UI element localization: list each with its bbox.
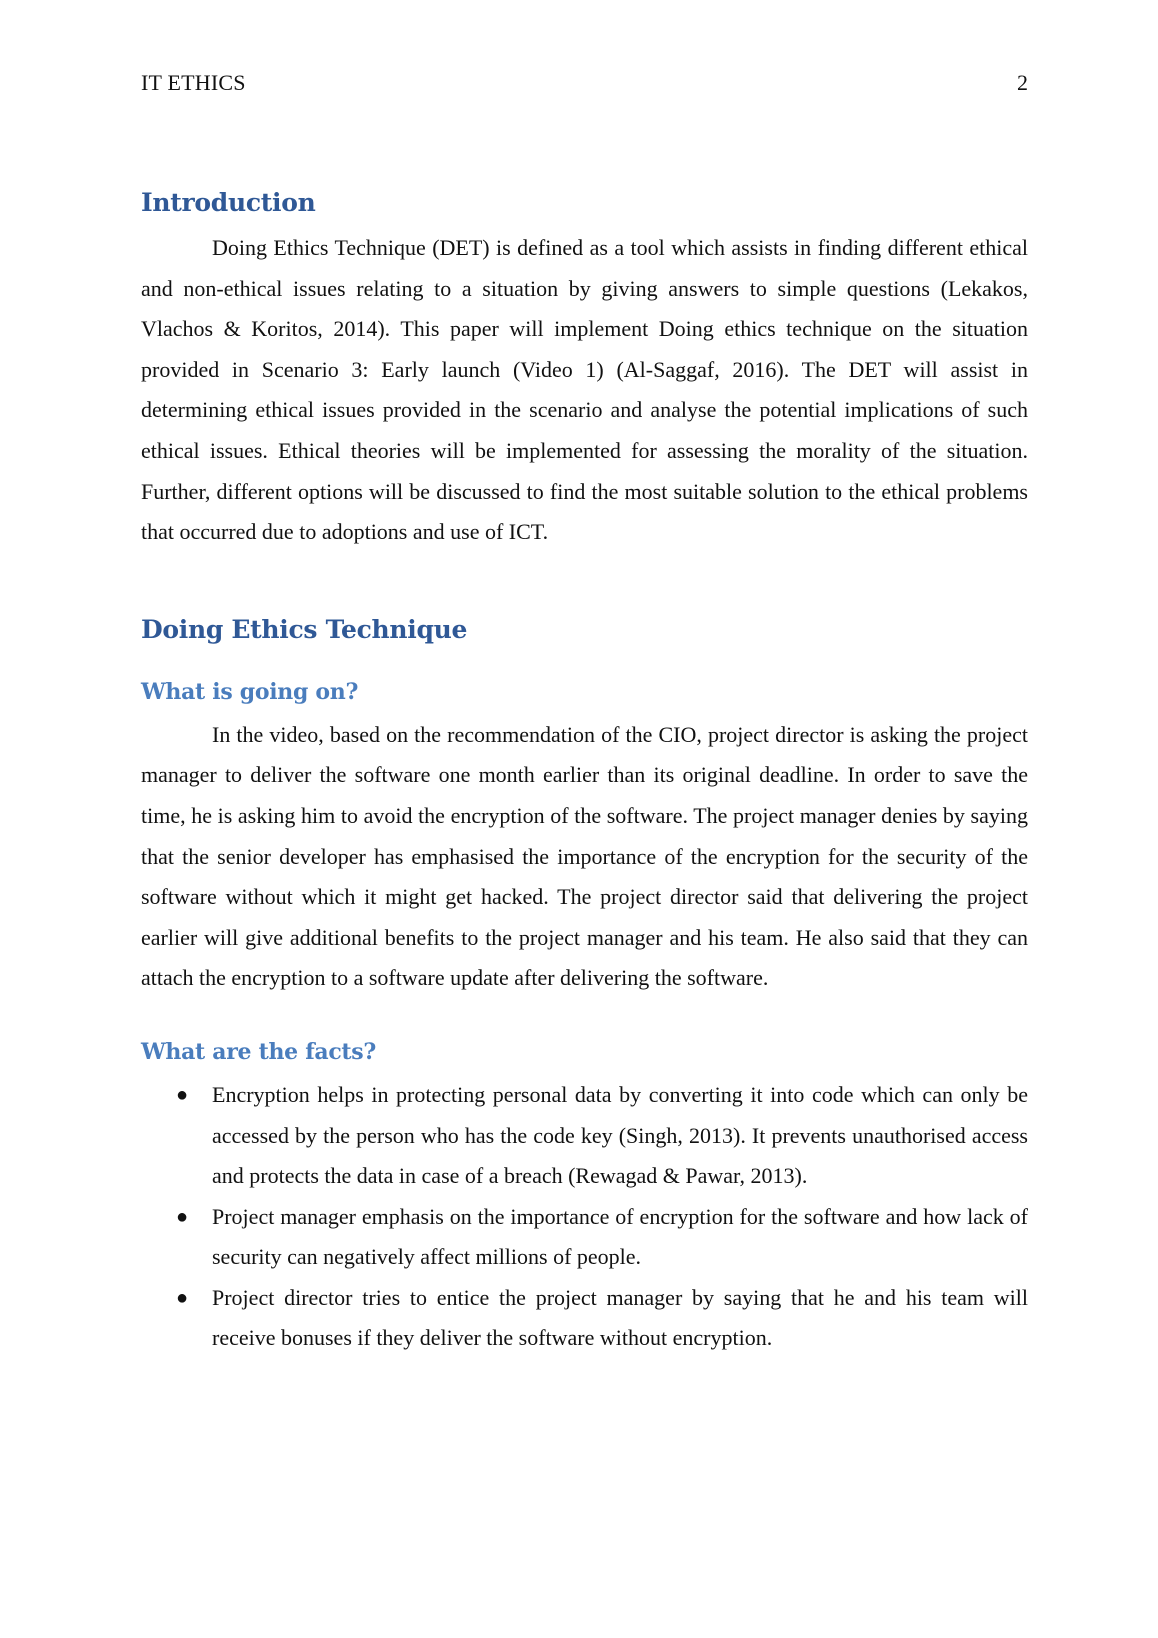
introduction-heading: Introduction (141, 188, 316, 217)
what-are-the-facts-heading: What are the facts? (141, 1038, 376, 1065)
page-number: 2 (1017, 70, 1028, 95)
list-item (141, 1075, 1028, 1197)
what-is-going-on-paragraph: In the video, based on the recommendation of the CIO, project director is asking the project manager to deliver the software one month earlier than its original deadline. In order to save the time, he is asking him to avoid the encryption of the software. The project manager denies by saying that the senior developer has emphasised the importance of the encryption for the security of the software without which it might get hacked. The project director said that delivering the project earlier will give additional benefits to the project manager and his team. He also said that they can attach the encryption to a software update after delivering the software. (141, 721, 1028, 991)
bullet-icon: ● (176, 1286, 189, 1309)
fact-text: Encryption helps in protecting personal data by converting it into code which can only be accessed by the person who has the code key (Singh, 2013). It prevents unauthorised access and protects the data in case of a breach (Rewagad & Pawar, 2013). (212, 1081, 1028, 1189)
fact-text: Project manager emphasis on the importance of encryption for the software and how lack of security can negatively affect millions of people. (212, 1203, 1028, 1270)
facts-list (141, 1075, 1028, 1359)
bullet-icon: ● (176, 1083, 189, 1106)
list-item (141, 1197, 1028, 1278)
what-is-going-on-heading: What is going on? (141, 678, 359, 705)
running-header-title: IT ETHICS (141, 70, 246, 95)
bullet-icon: ● (176, 1205, 189, 1228)
doing-ethics-heading: Doing Ethics Technique (141, 614, 468, 644)
introduction-paragraph: Doing Ethics Technique (DET) is defined as a tool which assists in finding different ethical and non-ethical issues relating to a situation by giving answers to simple questions (Lekakos, Vlachos & Koritos, 2014). This paper will implement Doing ethics technique on the situation provided in Scenario 3: Early launch (Video 1) (Al-Saggaf, 2016). The DET will assist in determining ethical issues provided in the scenario and analyse the potential implications of such ethical issues. Ethical theories will be implemented for assessing the morality of the situation. Further, different options will be discussed to find the most suitable solution to the ethical problems that occurred due to adoptions and use of ICT. (141, 235, 1028, 545)
fact-text: Project director tries to entice the project manager by saying that he and his team will receive bonuses if they deliver the software without encryption. (212, 1284, 1028, 1351)
document-body (141, 186, 1028, 1359)
list-item (141, 1278, 1028, 1359)
